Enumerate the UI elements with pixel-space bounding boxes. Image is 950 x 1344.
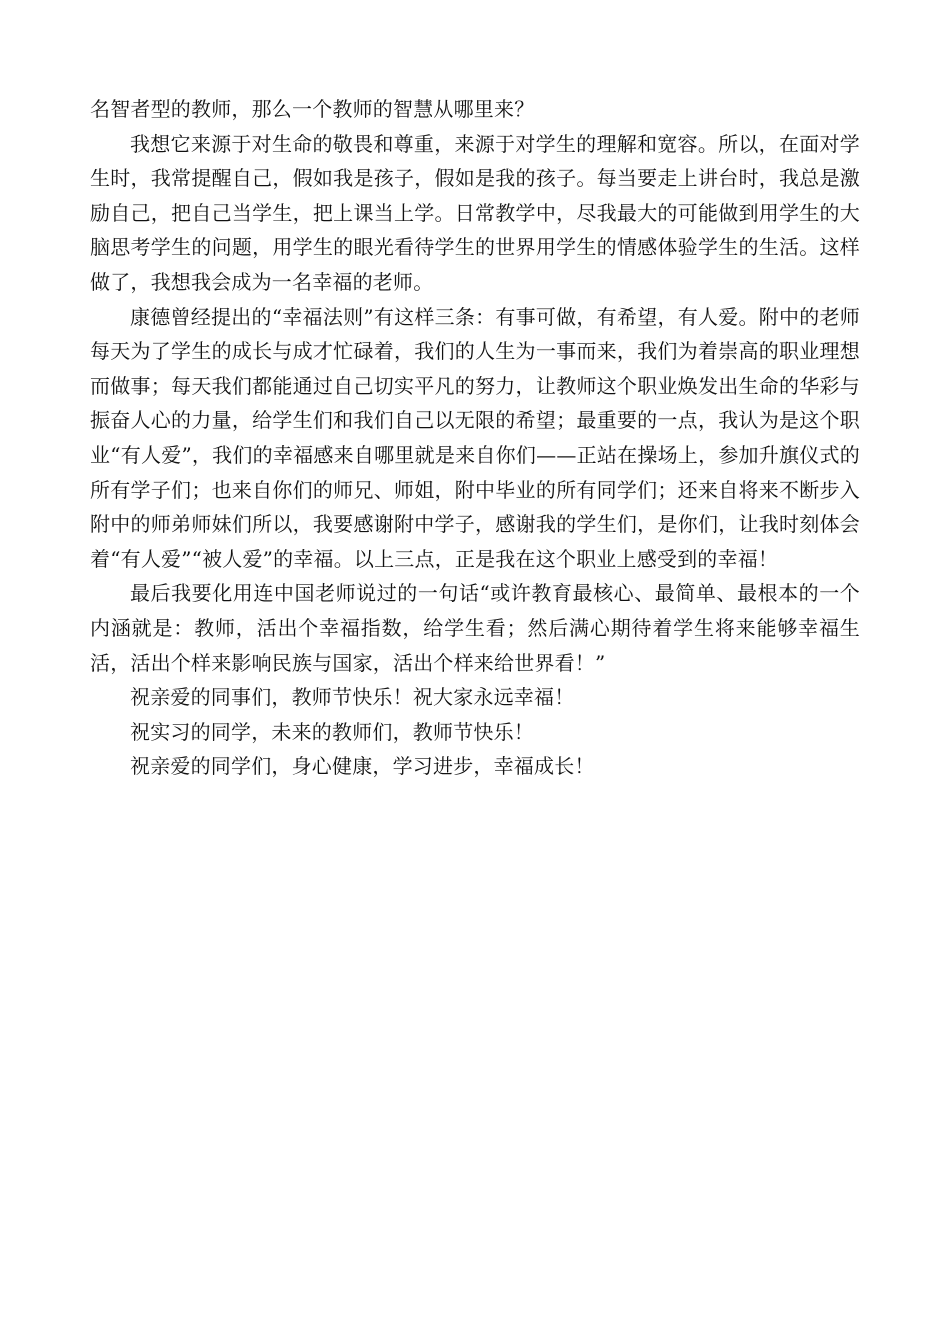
greeting-students: 祝亲爱的同学们，身心健康，学习进步，幸福成长！ <box>130 754 595 779</box>
paragraph-closing-quote: 最后我要化用连中国老师说过的一句话“或许教育最核心、最简单、最根本的一个内涵就是：教师，活出个幸福指数，给学生看；然后满心期待着学生将来能够幸福生活，活出个样来影响民族与国家，活出个样来给世界看！” <box>90 581 860 675</box>
greeting-interns: 祝实习的同学，未来的教师们，教师节快乐！ <box>130 719 534 744</box>
paragraph-happiness-rules: 康德曾经提出的“幸福法则”有这样三条：有事可做，有希望，有人爱。附中的老师每天为了学生的成长与成才忙碌着，我们的人生为一事而来，我们为着崇高的职业理想而做事；每天我们都能通过自己切实平凡的努力，让教师这个职业焕发出生命的华彩与振奋人心的力量，给学生们和我们自己以无限的希望；最重要的一点，我认为是这个职业“有人爱”，我们的幸福感来自哪里就是来自你们——正站在操场上，参加升旗仪式的所有学子们；也来自你们的师兄、师姐，附中毕业的所有同学们；还来自将来不断步入附中的师弟师妹们所以，我要感谢附中学子，感谢我的学生们，是你们，让我时刻体会着“有人爱”“被人爱”的幸福。以上三点，正是我在这个职业上感受到的幸福！ <box>90 304 860 571</box>
paragraph-source-of-wisdom: 我想它来源于对生命的敬畏和尊重，来源于对学生的理解和宽容。所以，在面对学生时，我常提醒自己，假如我是孩子，假如是我的孩子。每当要走上讲台时，我总是激励自己，把自己当学生，把上课当上学。日常教学中，尽我最大的可能做到用学生的大脑思考学生的问题，用学生的眼光看待学生的世界用学生的情感体验学生的生活。这样做了，我想我会成为一名幸福的老师。 <box>90 131 860 294</box>
greeting-colleagues: 祝亲爱的同事们，教师节快乐！祝大家永远幸福！ <box>130 685 575 710</box>
paragraph-continuation: 名智者型的教师，那么一个教师的智慧从哪里来？ <box>90 97 535 121</box>
document-body <box>90 92 860 784</box>
